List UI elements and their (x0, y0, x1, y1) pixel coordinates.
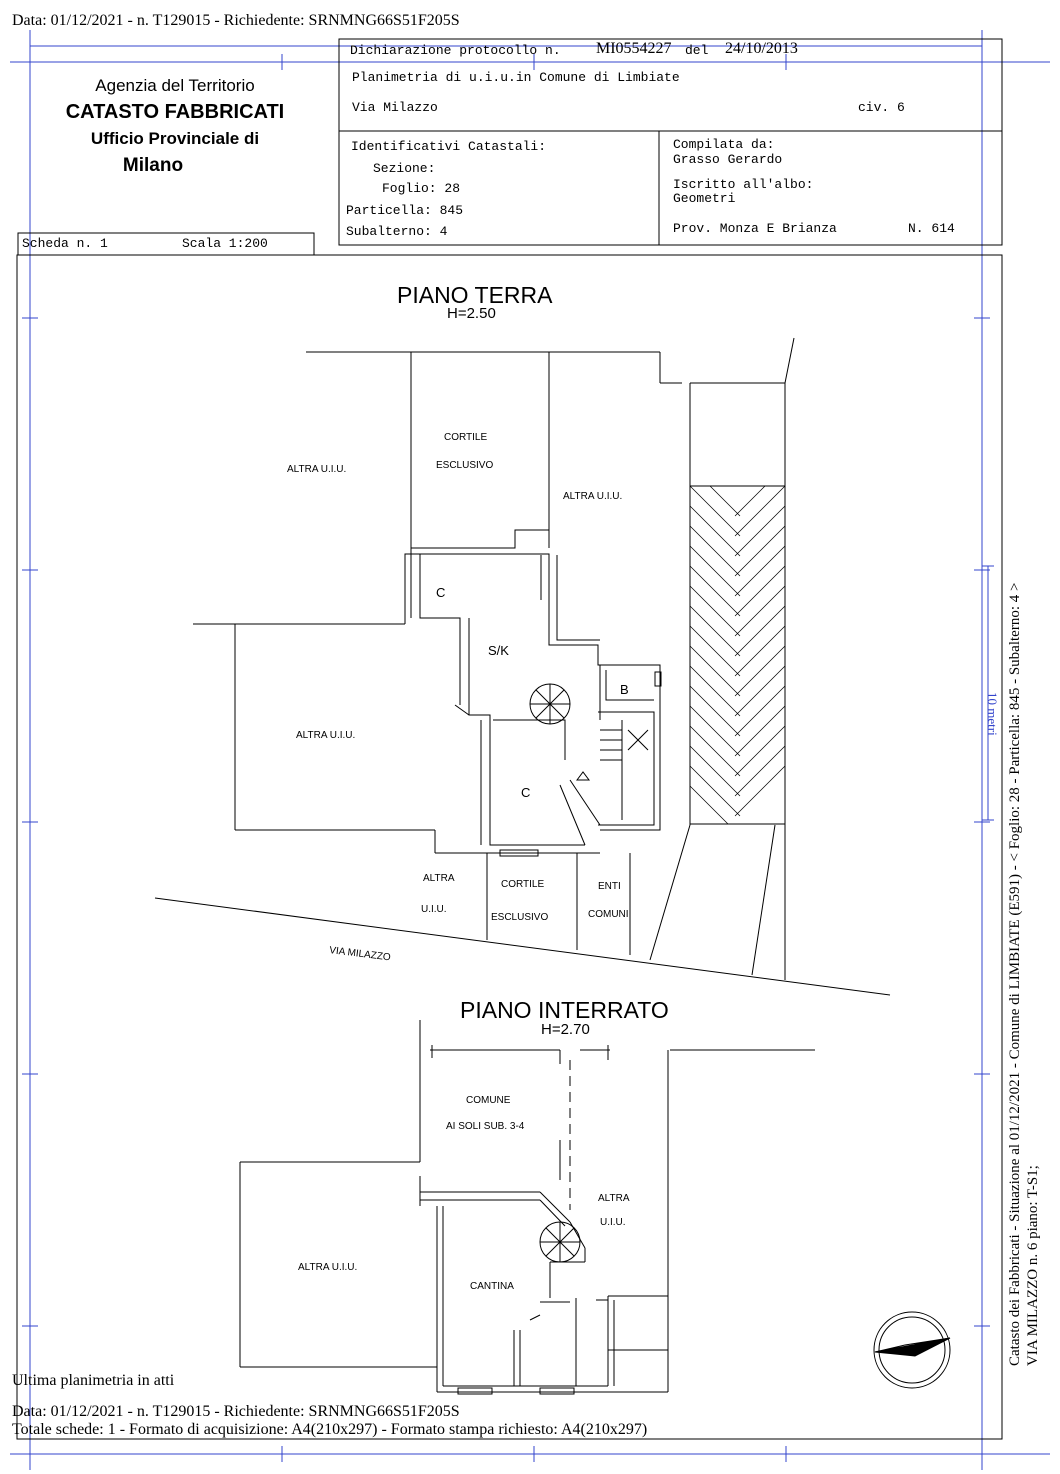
street-label: VIA MILAZZO (328, 945, 392, 964)
albo-title: Iscritto all'albo: (673, 177, 814, 192)
albo-value: Geometri (673, 191, 736, 206)
protocol-label: Dichiarazione protocollo n. (350, 43, 561, 58)
footer-ultima: Ultima planimetria in atti (12, 1372, 175, 1389)
address-street: Via Milazzo (352, 100, 438, 115)
compiler-name: Grasso Gerardo (673, 152, 783, 167)
side-text-line1: Catasto dei Fabbricati - Situazione al 01/12/2021 - Comune di LIMBIATE (E591) - < Foglio: 28 - Particella: 845 - Subalterno: 4 > (1007, 582, 1023, 1366)
north-arrow-icon (874, 1312, 950, 1388)
office-label: Ufficio Provinciale di (90, 129, 260, 148)
room-sk: S/K (488, 643, 509, 658)
room-c-2: C (521, 785, 531, 800)
office-city: Milano (122, 155, 184, 176)
room-cantina: CANTINA (470, 1281, 514, 1292)
label-uiu: U.I.U. (421, 904, 447, 915)
blue-frame (10, 30, 1050, 1470)
label-cortile: CORTILE (444, 432, 488, 443)
label-altra-uiu-2: ALTRA U.I.U. (563, 491, 623, 502)
room-c-1: C (436, 585, 446, 600)
identifier-sezione: Sezione: (373, 161, 436, 176)
label-ai-soli: AI SOLI SUB. 3-4 (446, 1121, 525, 1132)
identifier-foglio: Foglio: 28 (382, 181, 461, 196)
label-esclusivo: ESCLUSIVO (436, 460, 494, 471)
label-comune: COMUNE (466, 1095, 511, 1106)
ground-floor-title: PIANO TERRA (397, 282, 553, 308)
label-altra-uiu-1: ALTRA U.I.U. (287, 464, 347, 475)
basement-height: H=2.70 (541, 1021, 590, 1038)
protocol-number: MI0554227 (596, 40, 672, 57)
catasto-title: CATASTO FABBRICATI (65, 101, 285, 123)
protocol-date: 24/10/2013 (725, 40, 798, 57)
scheda-scale: Scala 1:200 (182, 236, 268, 251)
side-text-line2: VIA MILAZZO n. 6 piano: T-S1; (1025, 1165, 1041, 1366)
basement-plan (240, 1020, 815, 1394)
scheda-number: Scheda n. 1 (22, 236, 108, 251)
ground-floor-height: H=2.50 (447, 305, 496, 322)
label-basement-altra-uiu: ALTRA U.I.U. (298, 1262, 358, 1273)
agency-name: Agenzia del Territorio (95, 76, 255, 95)
label-basement-altra: ALTRA (598, 1193, 630, 1204)
ground-floor-plan (155, 338, 890, 995)
label-enti: ENTI (598, 881, 621, 892)
header-request-line: Data: 01/12/2021 - n. T129015 - Richiedente: SRNMNG66S51F205S (12, 12, 460, 29)
label-basement-uiu: U.I.U. (600, 1217, 626, 1228)
footer-totale: Totale schede: 1 - Formato di acquisizione: A4(210x297) - Formato stampa richiesto: A4(210x297) (12, 1421, 648, 1438)
compiler-province: Prov. Monza E Brianza (673, 221, 837, 236)
compiler-title: Compilata da: (673, 137, 775, 152)
label-comuni: COMUNI (588, 909, 629, 920)
label-altra: ALTRA (423, 873, 455, 884)
address-civic: civ. 6 (858, 100, 905, 115)
compiler-number: N. 614 (908, 221, 955, 236)
label-esclusivo-2: ESCLUSIVO (491, 912, 549, 923)
basement-title: PIANO INTERRATO (460, 997, 669, 1023)
protocol-del: del (685, 43, 709, 58)
hatch-area (690, 466, 785, 836)
identifiers-title: Identificativi Catastali: (351, 139, 547, 154)
scale-bar-label: 10 metri (985, 692, 1000, 736)
label-altra-uiu-3: ALTRA U.I.U. (296, 730, 356, 741)
identifier-subalterno: Subalterno: 4 (346, 224, 448, 239)
identifier-particella: Particella: 845 (346, 203, 464, 218)
room-b: B (620, 682, 629, 697)
footer-request-line: Data: 01/12/2021 - n. T129015 - Richiedente: SRNMNG66S51F205S (12, 1403, 460, 1420)
planimetria-line: Planimetria di u.i.u.in Comune di Limbiate (352, 70, 680, 85)
label-cortile-2: CORTILE (501, 879, 545, 890)
